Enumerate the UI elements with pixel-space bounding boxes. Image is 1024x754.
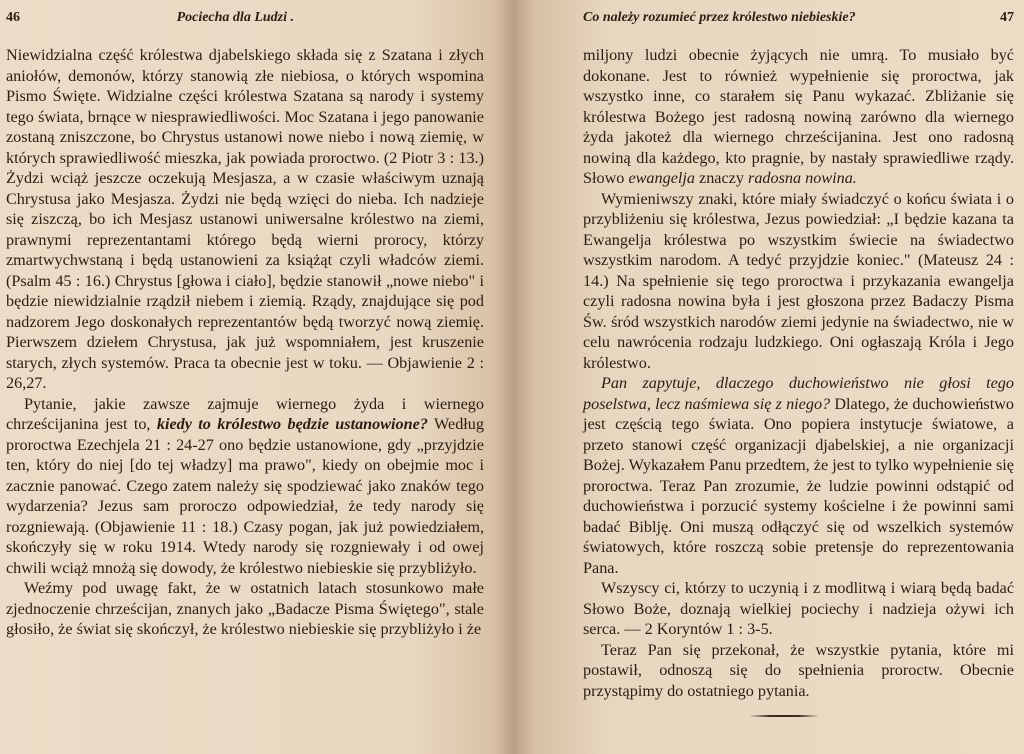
paragraph	[583, 373, 1014, 578]
italic-term: radosna nowina.	[748, 169, 857, 187]
page-number: 46	[6, 10, 20, 25]
paragraph: Weźmy pod uwagę fakt, że w ostatnich latach stosunkowo małe zjednoczenie chrześcijan, znanych jako „Badacze Pisma Świętego", stale głosiło, że świat się skończył, że królestwo niebieskie się przybliżyło i że	[6, 579, 484, 638]
paragraph: Niewidzialna część królestwa djabelskiego składa się z Szatana i złych aniołów, demonów, którzy stanowią złe niebiosa, o których wspomina Pismo Święte. Widzialne części królestwa Szatana są narody i systemy tego świata, brnące w niesprawiedliwości. Moc Szatana i jego panowanie zostaną zniszczone, bo Chrystus ustanowi nowe niebo i nową ziemię, w których sprawiedliwość mieszka, jak powiada proroctwo. (2 Piotr 3 : 13.) Żydzi wciąż jeszcze oczekują Mesjasza, a w czasie właściwym uznają Chrystusa jako Mesjasza. Żydzi nie będą wzięci do nieba. Ich nadzieje się ziszczą, bo ich Mesjasz ustanowi uniwersalne królestwo na ziemi, prawnymi reprezentantami którego będą wierni prorocy, którzy zmartwychwstaną i będą ustanowieni za książąt czyli władców ziemi. (Psalm 45 : 16.) Chrystus [głowa i ciało], będzie stanowił „nowe niebo" i będzie niewidzialnie rządził niebem i ziemią. Rządy, znajdujące się pod nadzorem Jego doskonałych reprezentantów będą tworzyć nową ziemię. Pierwszem dziełem Chrystusa, jak już wspomniałem, jest kruszenie starych, złych systemów. Praca ta obecnie jest w toku. — Objawienie 2 : 26,27.	[6, 46, 484, 392]
ornamental-rule	[749, 715, 819, 717]
right-page	[514, 0, 1024, 754]
left-page-header	[6, 10, 484, 32]
left-page-text	[6, 45, 484, 640]
text-run: Według proroctwa Ezechjela 21 : 24-27 ono będzie ustanowione, gdy „przyjdzie ten, który do niej [do tej władzy] ma prawo", kiedy on obejmie moc i zacznie panować. Czego zatem należy się spodziewać jako znaków tego wydarzenia? Jezus sam proroczo odpowiedział, że tedy narody się rozgniewają. (Objawienie 11 : 18.) Czasy pogan, jak już powiedziałem, skończyły się w roku 1914. Wtedy narody się rozgniewały i od owej chwili wciąż mnożą się dowody, że królestwo niebieskie się przybliżyło.	[6, 415, 484, 577]
paragraph: Wszyscy ci, którzy to uczynią i z modlitwą i wiarą będą badać Słowo Boże, doznają wielkiej pociechy i nadzieja ożywi ich serca. — 2 Koryntów 1 : 3-5.	[583, 579, 1014, 638]
italic-question: Pan zapytuje, dlaczego duchowieństwo nie głosi tego poselstwa, lecz naśmiewa się z niego?	[583, 374, 1014, 413]
right-page-header	[583, 10, 1014, 32]
text-run: miljony ludzi obecnie żyjących nie umrą. To musiało być dokonane. Jest to również wypełnienie się proroctwa, jak wszystko inne, co starałem się Panu wykazać. Zbliżanie się królestwa Bożego jest radosną nowiną zarówno dla wiernego żyda jakoteż dla wiernego chrześcijanina. Jest ono radosną nowiną dla każdego, kto pragnie, by nastały sprawiedliwe rządy. Słowo	[583, 46, 1014, 187]
page-number: 47	[1000, 10, 1014, 25]
text-run: Pytanie, jakie zawsze zajmuje wiernego żyda i wiernego chrześcijanina jest to,	[6, 394, 484, 433]
emphasis: kiedy to królestwo będzie ustanowione?	[156, 415, 428, 433]
paragraph	[6, 394, 484, 579]
text-run: znaczy	[694, 169, 749, 187]
right-page-text	[583, 45, 1014, 717]
text-run: Dlatego, że duchowieństwo jest częścią tego świata. Ono popiera instytucje światowe, a przeto stanowi część organizacji djabelskiej, a nie organizacji Bożej. Wykazałem Panu przedtem, że jest to tylko wypełnienie się proroctwa. Teraz Pan zrozumie, że ludzie powinni odstąpić od duchowieństwa i porzucić systemy kościelne i że powinni sami badać Biblję. Oni muszą odłączyć się od wszelkich systemów światowych, które roszczą sobie pretensje do reprezentowania Pana.	[583, 394, 1014, 577]
paragraph: Wymieniwszy znaki, które miały świadczyć o końcu świata i o przybliżeniu się królestwa, Jezus powiedział: „I będzie kazana ta Ewangelja królestwa po wszystkim świecie na świadectwo wszystkim narodom. A tedyć przyjdzie koniec." (Mateusz 24 : 14.) Na spełnienie się tego proroctwa i przykazania ewangelja czyli radosna nowina była i jest głoszona przez Badaczy Pisma Św. śród wszystkich narodów ziemi jedynie na świadectwo, nie w celu nawrócenia rodzaju ludzkiego. Oni ogłaszają Króla i Jego królestwo.	[583, 189, 1014, 372]
paragraph	[583, 45, 1014, 189]
paragraph: Teraz Pan się przekonał, że wszystkie pytania, które mi postawił, odnoszą się do spełnienia proroctw. Obecnie przystąpimy do ostatniego pytania.	[583, 640, 1014, 700]
running-head: Co należy rozumieć przez królestwo niebieskie?	[583, 10, 856, 25]
running-head: Pociecha dla Ludzi .	[176, 10, 294, 25]
italic-term: ewangelja	[628, 169, 695, 187]
